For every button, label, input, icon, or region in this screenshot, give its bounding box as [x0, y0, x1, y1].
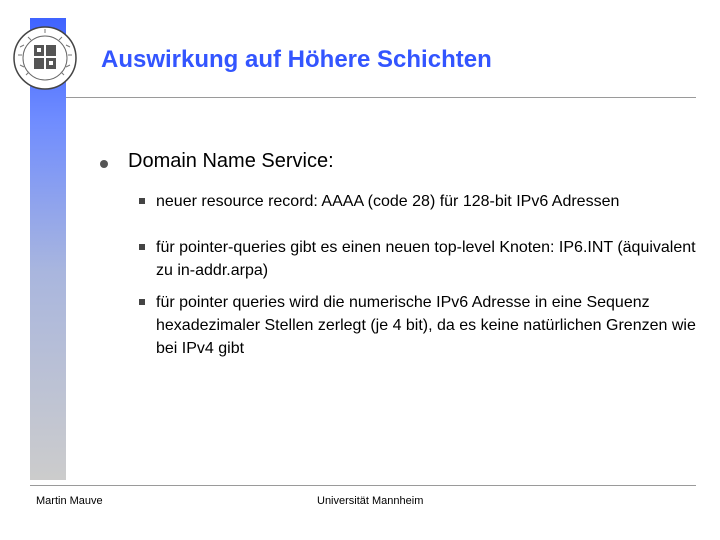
- sub-bullet-marker: [139, 198, 145, 204]
- university-seal-icon: [12, 25, 78, 91]
- main-bullet-text: Domain Name Service:: [128, 150, 334, 172]
- slide-title: Auswirkung auf Höhere Schichten: [101, 46, 492, 73]
- sub-bullet-marker: [139, 299, 145, 305]
- sub-bullet-text: neuer resource record: AAAA (code 28) für 128-bit IPv6 Adressen: [156, 193, 620, 210]
- footer-divider: [30, 485, 696, 486]
- footer-author: Martin Mauve: [36, 495, 103, 507]
- footer-institution: Universität Mannheim: [317, 495, 424, 507]
- sub-bullet-marker: [139, 244, 145, 250]
- main-bullet-dot: [100, 160, 108, 168]
- title-divider: [66, 97, 696, 98]
- sub-bullet-text: für pointer-queries gibt es einen neuen top-level Knoten: IP6.INT (äquivalent zu in-addr.arpa): [156, 239, 696, 279]
- sub-bullet-text: für pointer queries wird die numerische IPv6 Adresse in eine Sequenz hexadezimaler Stellen zerlegt (je 4 bit), da es keine natürlichen Grenzen wie bei IPv4 gibt: [156, 294, 696, 357]
